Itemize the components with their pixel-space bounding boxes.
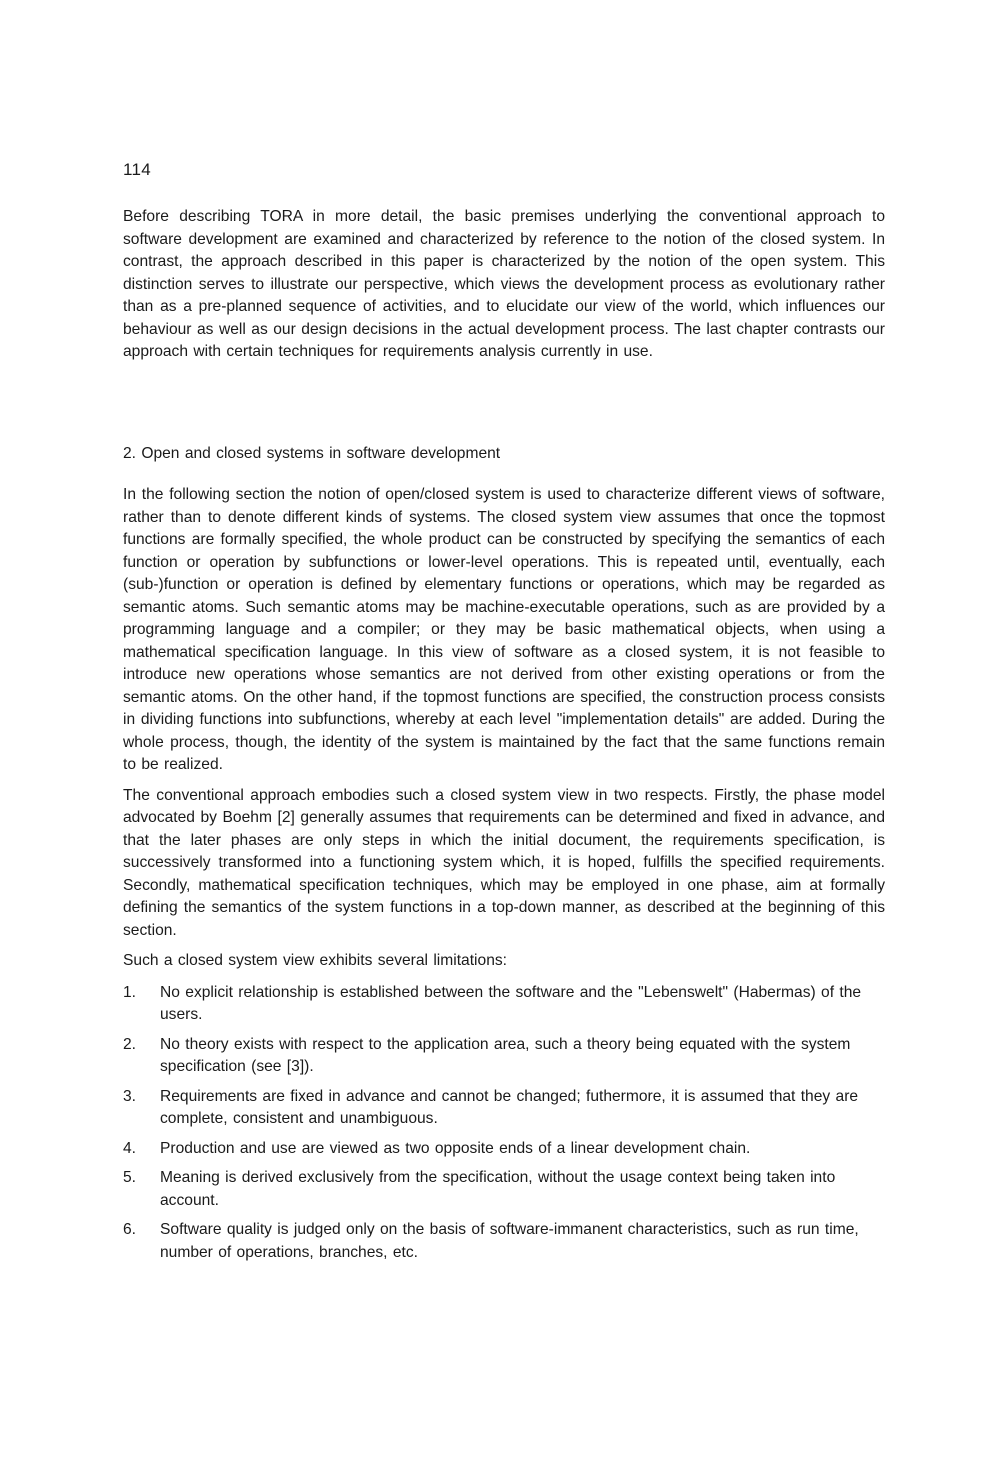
list-item-text: Production and use are viewed as two opposite ends of a linear development chain. [160,1139,751,1157]
list-number: 6. [123,1221,137,1238]
section-paragraph-conventional-approach: The conventional approach embodies such a closed system view in two respects. Firstly, the phase model advocated by Boehm [2] generally assumes that requirements can be determined and fixed in advance, and that the later phases are only steps in which the initial document, the requirements specification, is successively transformed into a functioning system which, it is hoped, fulfills the specified requirements. Secondly, mathematical specification techniques, which may be employed in one phase, aim at formally defining the semantics of the system functions in a top-down manner, as described at the beginning of this section. [123,786,885,939]
limitation-item [123,1086,885,1131]
limitation-item [123,1138,885,1161]
limitation-item [123,1219,885,1264]
list-number: 5. [123,1169,137,1186]
intro-paragraph: Before describing TORA in more detail, the basic premises underlying the conventional approach to software development are examined and characterized by reference to the notion of the closed system. In contrast, the approach described in this paper is characterized by the notion of the open system. This distinction serves to illustrate our perspective, which views the development process as evolutionary rather than as a pre-planned sequence of activities, and to elucidate our view of the world, which influences our behaviour as well as our design decisions in the actual development process. The last chapter contrasts our approach with certain techniques for requirements analysis currently in use. [123,208,885,360]
list-item-text: Meaning is derived exclusively from the specification, without the usage context being taken into account. [160,1169,836,1209]
list-item-text: No explicit relationship is established between the software and the "Lebenswelt" (Habermas) of the users. [160,983,862,1023]
limitation-item [123,1034,885,1079]
list-number: 2. [123,1035,137,1053]
limitation-item [123,1167,885,1212]
list-item-text: Software quality is judged only on the basis of software-immanent characteristics, such as run time, number of operations, branches, etc. [160,1221,859,1261]
section-heading: 2. Open and closed systems in software development [123,445,501,462]
page-number: 114 [123,160,152,179]
section-paragraph-open-closed: In the following section the notion of open/closed system is used to characterize different views of software, rather than to denote different kinds of systems. The closed system view assumes that once the topmost functions are formally specified, the whole product can be constructed by specifying the semantics of each function or operation by subfunctions or lower-level operations. This is repeated until, eventually, each (sub-)function or operation is defined by elementary functions or operations, which may be regarded as semantic atoms. Such semantic atoms may be machine-executable operations, such as are provided by a programming language and a compiler; or they may be basic mathematical objects, when using a mathematical specification language. In this view of software as a closed system, it is not feasible to introduce new operations whose semantics are not derived from other existing operations or from the semantic atoms. On the other hand, if the topmost functions are specified, the construction process consists in dividing functions into subfunctions, whereby at each level "implementation details" are added. During the whole process, though, the identity of the system is maintained by the fact that the same functions remain to be realized. [123,486,885,773]
list-item-text: No theory exists with respect to the application area, such a theory being equated with the system specification (see [3]). [160,1035,851,1075]
limitations-intro: Such a closed system view exhibits several limitations: [123,952,507,969]
list-number: 3. [123,1087,137,1105]
limitations-list [123,982,885,1265]
limitation-item [123,982,885,1027]
page-body [123,206,885,1271]
list-number: 1. [123,983,137,1001]
list-number: 4. [123,1139,137,1157]
list-item-text: Requirements are fixed in advance and cannot be changed; futhermore, it is assumed that they are complete, consistent and unambiguous. [160,1087,859,1127]
